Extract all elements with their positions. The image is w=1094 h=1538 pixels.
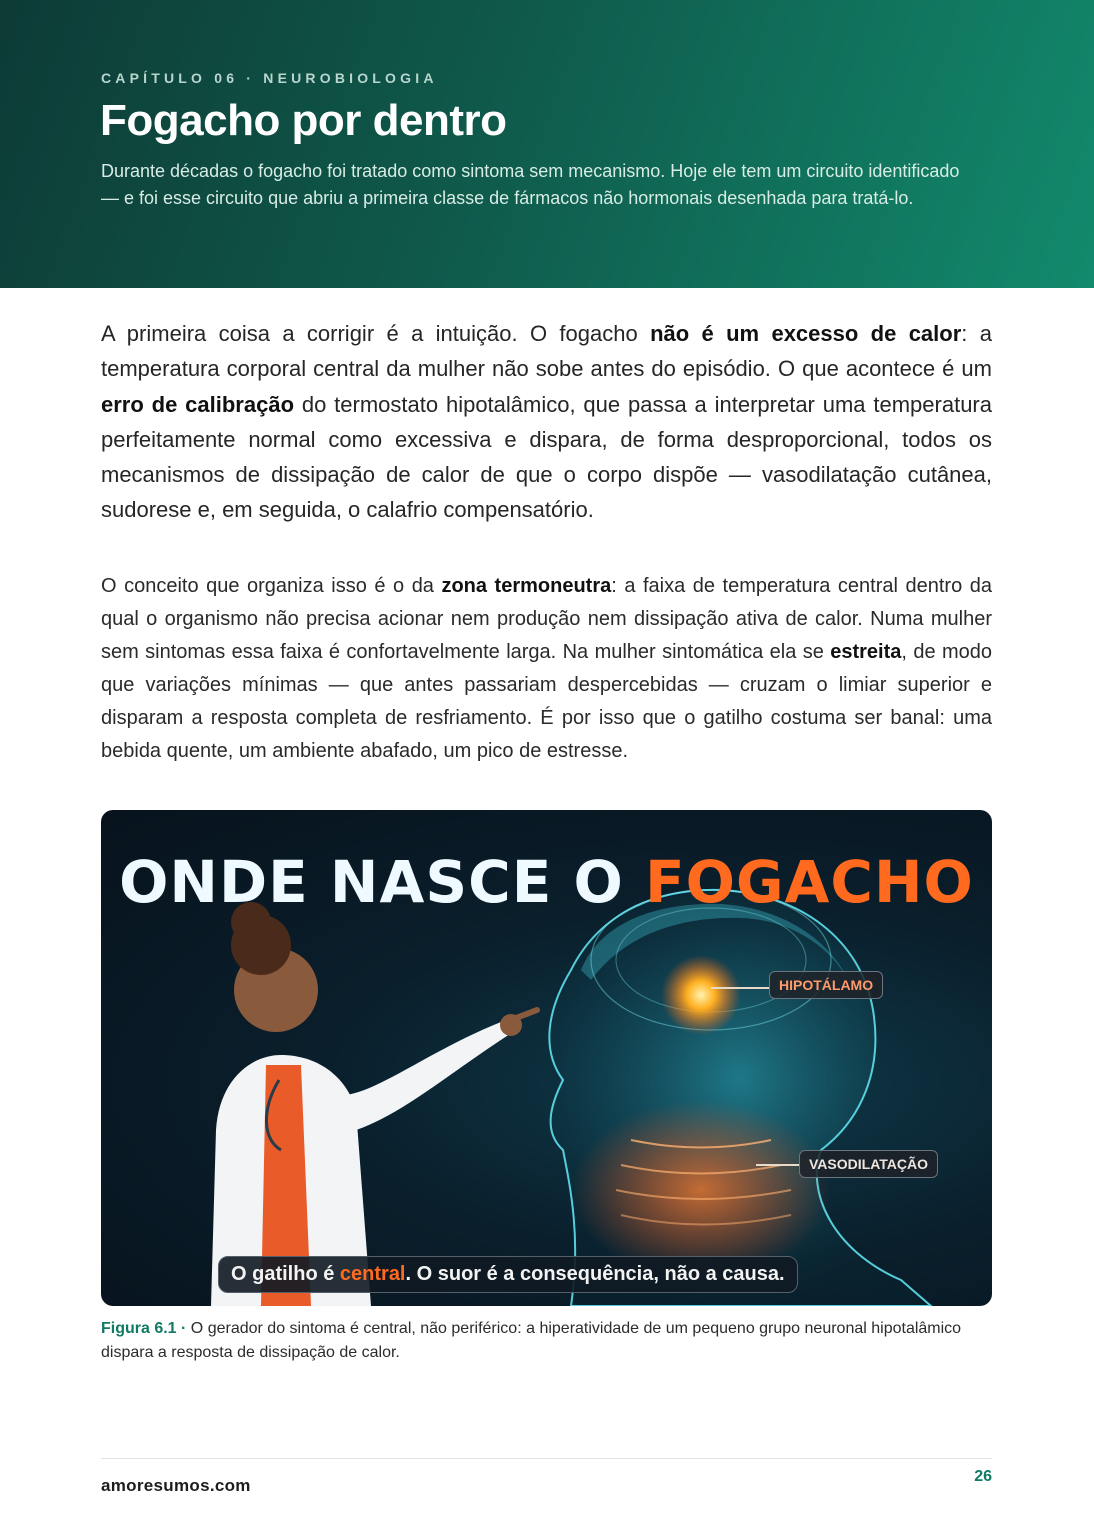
paragraph-1-bold-b: erro de calibração [101, 391, 295, 417]
figure-title-white: ONDE NASCE O [119, 848, 646, 916]
footer-divider [101, 1458, 992, 1459]
paragraph-2-text-a: O conceito que organiza isso é o da [101, 575, 442, 597]
paragraph-2-bold-b: estreita [830, 641, 902, 663]
paragraph-2-text-c: , de modo que variações mínimas — que antes passariam despercebidas — cruzam o limiar superior e disparam a resposta completa de resfriamento. É por isso que o gatilho costuma ser banal: uma bebida quente, um ambiente abafado, um pico de estresse. [101, 641, 993, 762]
footer-site-link[interactable]: amoresumos.com [101, 1476, 251, 1495]
hologram-head [549, 890, 931, 1306]
figure-caption [101, 1317, 981, 1365]
doctor-character [211, 902, 537, 1306]
paragraph-2 [101, 570, 992, 768]
paragraph-1 [101, 316, 992, 528]
figure-title [101, 848, 992, 916]
label-hipotalamo: HIPOTÁLAMO [769, 971, 883, 999]
paragraph-2-bold-a: zona termoneutra [441, 575, 612, 597]
paragraph-1-text-c: do termostato hipotalâmico, que passa a interpretar uma temperatura perfeitamente normal como excessiva e dispara, de forma desproporcional, todos os mecanismos de dissipação de calor de que o corpo dispõe — vasodilatação cutânea, sudorese e, em seguida, o calafrio compensatório. [101, 391, 992, 523]
paragraph-1-bold-a: não é um excesso de calor [650, 321, 962, 346]
page-number: 26 [974, 1468, 992, 1485]
label-vasodilatacao: VASODILATAÇÃO [799, 1150, 938, 1178]
figure-title-orange: FOGACHO [645, 848, 974, 916]
chapter-header [0, 0, 1094, 288]
takeaway-text-b: . O suor é a consequência, não a causa. [405, 1263, 785, 1285]
paragraph-2-text-b: : a faixa de temperatura central dentro da qual o organismo não precisa acionar nem produção nem dissipação ativa de calor. Numa mulher sem sintomas essa faixa é confortavelmente larga. Na mulher sintomática ela se [101, 575, 992, 663]
paragraph-1-text-a: A primeira coisa a corrigir é a intuição. O fogacho [101, 321, 651, 346]
chapter-eyebrow: CAPÍTULO 06 · NEUROBIOLOGIA [101, 70, 438, 86]
figure-illustration [101, 810, 992, 1306]
paragraph-1-text-b: : a temperatura corporal central da mulher não sobe antes do episódio. O que acontece é um [101, 321, 992, 382]
chapter-lede: Durante décadas o fogacho foi tratado como sintoma sem mecanismo. Hoje ele tem um circuito identificado — e foi esse circuito que abriu a primeira classe de fármacos não hormonais desenhada para tratá-lo. [101, 161, 960, 208]
vasodilatacao-leader-line [756, 1164, 799, 1166]
figure-caption-text: O gerador do sintoma é central, não periférico: a hiperatividade de um pequeno grupo neuronal hipotalâmico dispara a resposta de dissipação de calor. [101, 1320, 962, 1361]
page-title: Fogacho por dentro [100, 96, 507, 145]
figure-takeaway-bar [218, 1256, 798, 1293]
figure-caption-label: Figura 6.1 · [101, 1320, 187, 1337]
hipotalamo-leader-line [711, 987, 769, 989]
takeaway-highlight: central [339, 1263, 406, 1285]
takeaway-text-a: O gatilho é [231, 1263, 340, 1285]
